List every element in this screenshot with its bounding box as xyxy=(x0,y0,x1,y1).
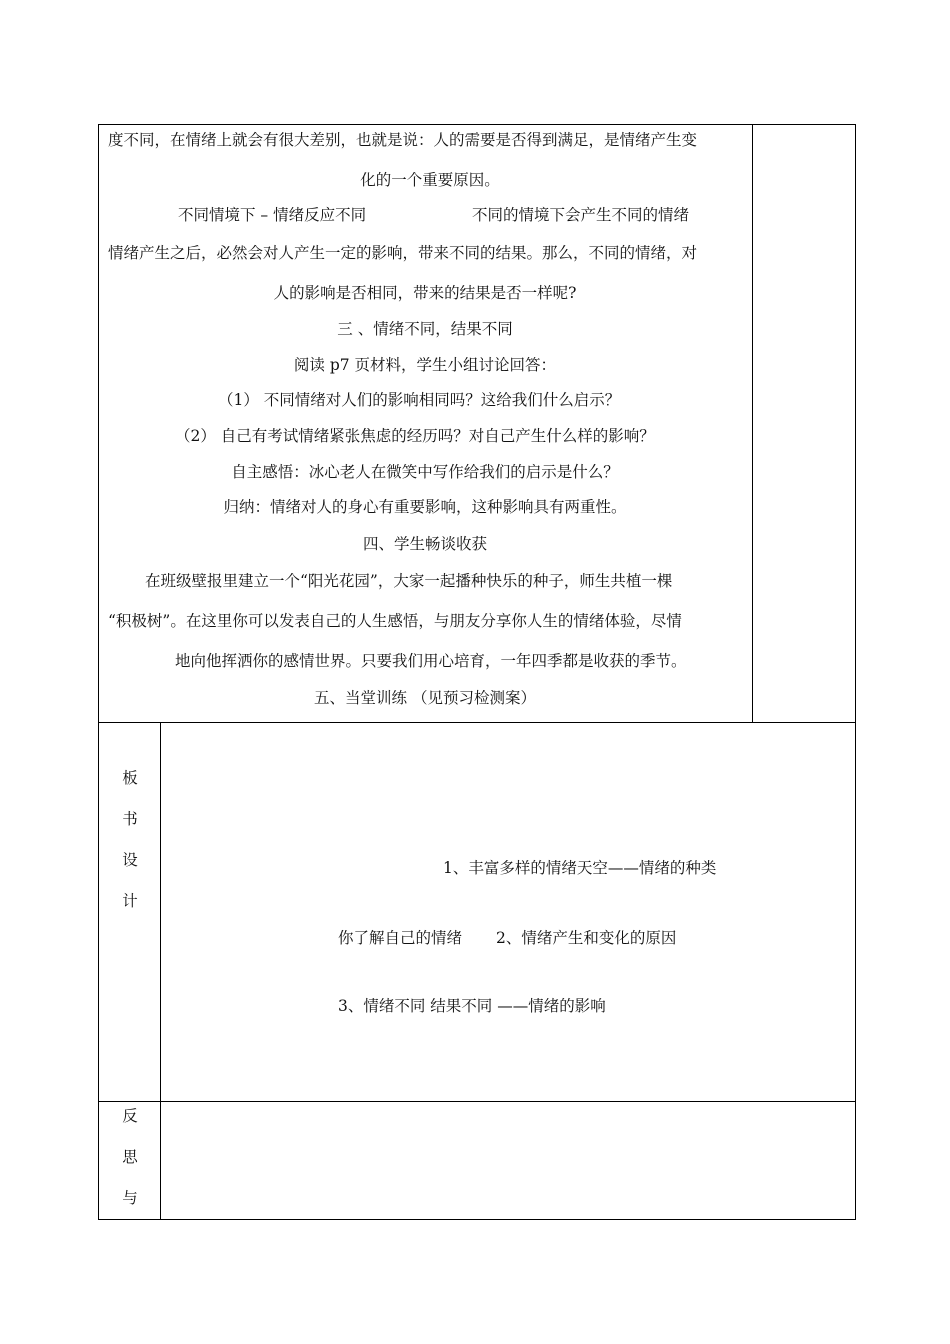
label-char: 设 xyxy=(122,851,138,869)
label-char: 与 xyxy=(122,1189,138,1207)
content-line: 化的一个重要原因。 xyxy=(360,171,500,189)
content-line: 度不同，在情绪上就会有很大差别，也就是说：人的需要是否得到满足，是情绪产生变 xyxy=(108,131,698,149)
content-line: 自主感悟：冰心老人在微笑中写作给我们的启示是什么？ xyxy=(231,463,619,481)
question-2: （2） 自己有考试情绪紧张焦虑的经历吗？对自己产生什么样的影响？ xyxy=(175,427,655,445)
board-line-3: 3、情绪不同 结果不同 ——情绪的影响 xyxy=(338,997,606,1015)
content-line: 归纳：情绪对人的身心有重要影响，这种影响具有两重性。 xyxy=(223,498,627,516)
label-char: 计 xyxy=(122,892,138,910)
content-line: 人的影响是否相同，带来的结果是否一样呢? xyxy=(273,284,577,302)
content-line: 地向他挥洒你的感情世界。只要我们用心培育，一年四季都是收获的季节。 xyxy=(175,652,687,670)
content-line: 不同情境下 – 情绪反应不同 xyxy=(178,206,367,224)
content-line: 在班级壁报里建立一个“阳光花园”，大家一起播种快乐的种子，师生共植一棵 xyxy=(145,572,673,590)
row-divider-1 xyxy=(98,722,856,723)
section-heading: 四、学生畅谈收获 xyxy=(362,535,487,553)
board-line-2-left: 你了解自己的情绪 xyxy=(338,929,463,947)
content-line: “积极树”。在这里你可以发表自己的人生感悟，与朋友分享你人生的情绪体验，尽情 xyxy=(108,612,682,630)
question-1: （1） 不同情绪对人们的影响相同吗？这给我们什么启示？ xyxy=(218,391,621,409)
content-line: 阅读 p7 页材料，学生小组讨论回答： xyxy=(293,356,557,374)
section-heading: 三 、情绪不同，结果不同 xyxy=(337,320,513,338)
table-bottom-border xyxy=(98,1219,856,1220)
label-char: 思 xyxy=(122,1148,138,1166)
label-char: 反 xyxy=(122,1107,138,1125)
label-char: 书 xyxy=(122,810,138,828)
section-heading: 五、当堂训练 （见预习检测案） xyxy=(314,689,536,707)
board-line-1: 1、丰富多样的情绪天空——情绪的种类 xyxy=(443,859,717,877)
label-char: 板 xyxy=(122,769,138,787)
board-line-2-right: 2、情绪产生和变化的原因 xyxy=(496,929,677,947)
label-column-divider xyxy=(160,722,161,1220)
content-line: 情绪产生之后，必然会对人产生一定的影响，带来不同的结果。那么，不同的情绪，对 xyxy=(108,244,698,262)
content-column-divider xyxy=(752,124,753,722)
table-top-border xyxy=(98,124,856,125)
row-divider-2 xyxy=(98,1101,856,1102)
content-line: 不同的情境下会产生不同的情绪 xyxy=(472,206,690,224)
